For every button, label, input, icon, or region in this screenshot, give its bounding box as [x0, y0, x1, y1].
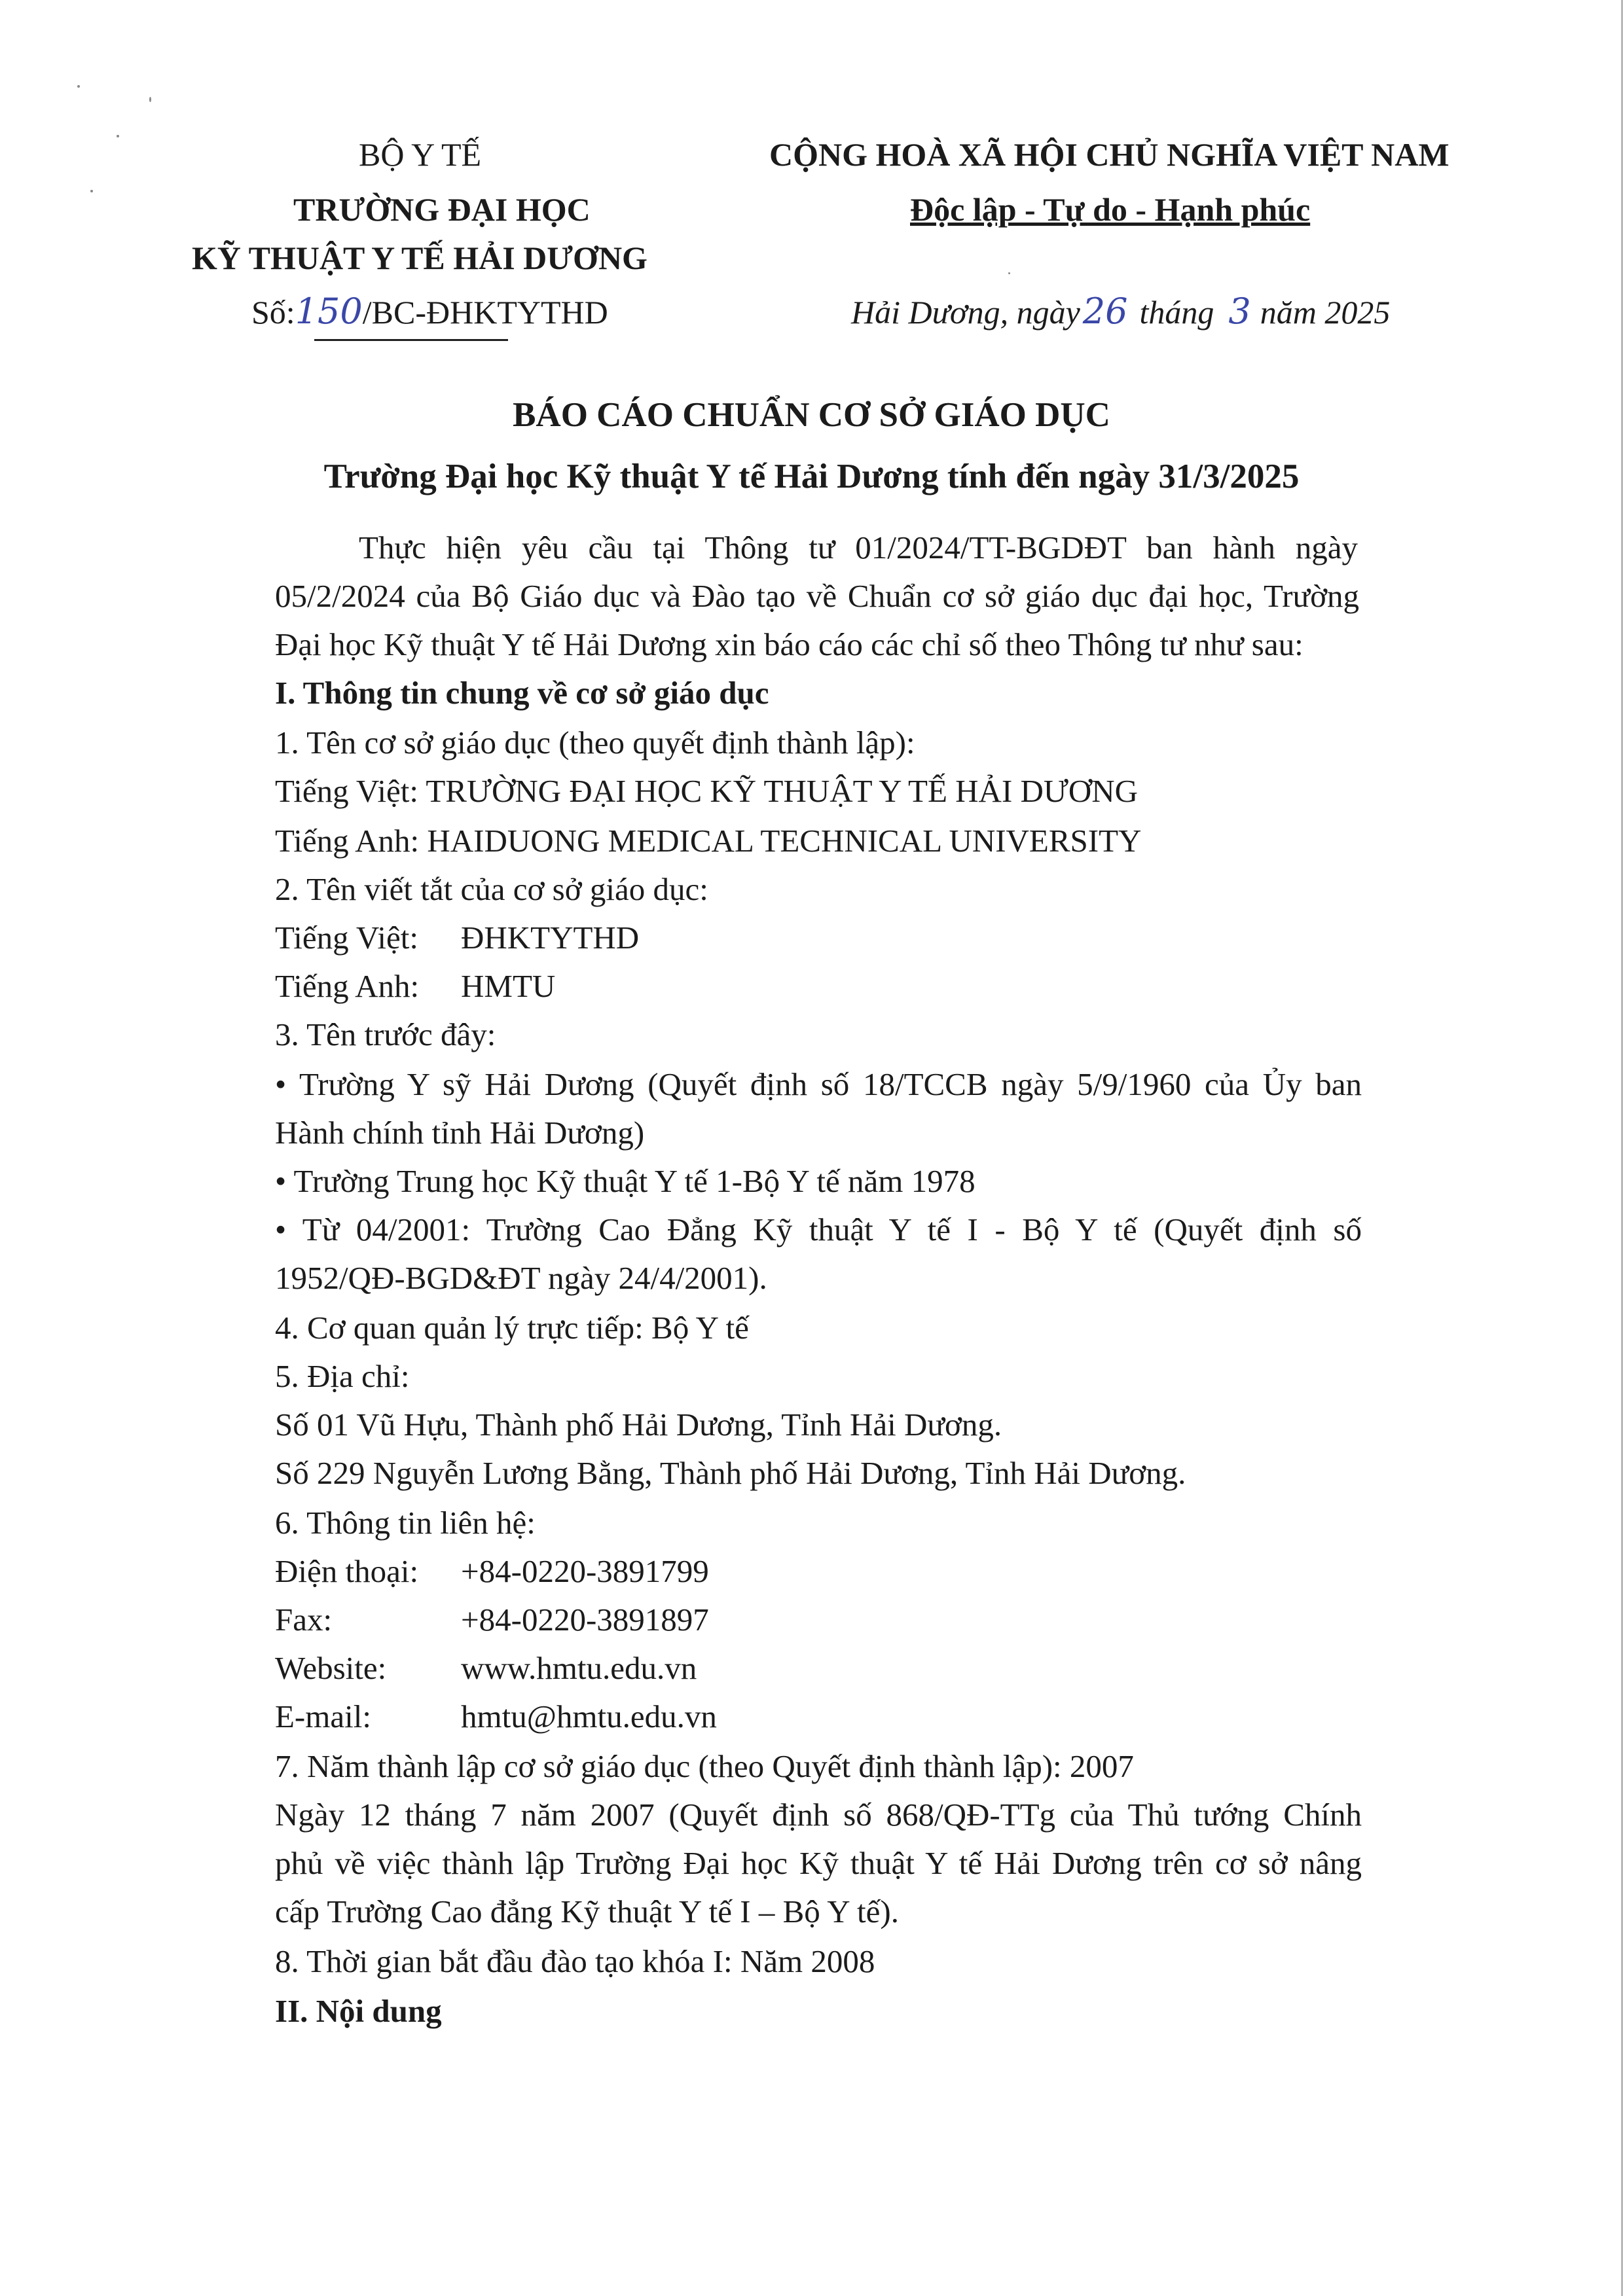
date-month-handwritten: 3 — [1228, 291, 1251, 332]
section1-heading: I. Thông tin chung về cơ sở giáo dục — [275, 675, 769, 711]
item3-bullet1-line2: Hành chính tỉnh Hải Dương) — [275, 1115, 645, 1151]
contact-value: +84-0220-3891799 — [461, 1553, 709, 1589]
contact-label: Điện thoại: — [275, 1553, 419, 1589]
date-month-label: tháng — [1139, 294, 1214, 331]
contact-fax — [275, 1601, 709, 1639]
item2-title: 2. Tên viết tắt của cơ sở giáo dục: — [275, 871, 708, 907]
date-day-handwritten: 26 — [1082, 291, 1128, 332]
abbr-vi-value: ĐHKTYTHD — [461, 920, 640, 956]
contact-value: hmtu@hmtu.edu.vn — [461, 1698, 717, 1734]
contact-label: Fax: — [275, 1602, 333, 1638]
scan-speck — [149, 97, 151, 102]
abbr-en-label: Tiếng Anh: — [275, 968, 420, 1004]
scan-speck — [117, 135, 119, 137]
contact-phone — [275, 1552, 709, 1590]
item8-training-start: 8. Thời gian bắt đầu đào tạo khóa I: Năm 2008 — [275, 1943, 875, 1979]
scan-speck — [90, 190, 93, 192]
doc-no-prefix: Số: — [251, 294, 295, 331]
contact-email — [275, 1698, 717, 1736]
item7-line2: phủ về việc thành lập Trường Đại học Kỹ thuật Y tế Hải Dương trên cơ sở nâng — [275, 1845, 1362, 1881]
abbr-en-value: HMTU — [461, 968, 556, 1004]
intro-line1: Thực hiện yêu cầu tại Thông tư 01/2024/TT-BGDĐT ban hành ngày — [359, 529, 1358, 565]
scan-speck — [1008, 272, 1010, 274]
item7-line1: Ngày 12 tháng 7 năm 2007 (Quyết định số 868/QĐ-TTg của Thủ tướng Chính — [275, 1797, 1362, 1833]
contact-label: E-mail: — [275, 1698, 371, 1734]
intro-line2: 05/2/2024 của Bộ Giáo dục và Đào tạo về Chuẩn cơ sở giáo dục đại học, Trường — [275, 578, 1359, 614]
item1-name-vietnamese: Tiếng Việt: TRƯỜNG ĐẠI HỌC KỸ THUẬT Y TẾ HẢI DƯƠNG — [275, 773, 1139, 809]
item4-managing-agency: 4. Cơ quan quản lý trực tiếp: Bộ Y tế — [275, 1310, 749, 1346]
ministry-name: BỘ Y TẾ — [359, 136, 482, 173]
doc-no-suffix: /BC-ĐHKTYTHD — [362, 294, 608, 331]
document-number — [251, 292, 608, 332]
date-year-label: năm 2025 — [1260, 294, 1391, 331]
item3-bullet1-line1: • Trường Y sỹ Hải Dương (Quyết định số 18/TCCB ngày 5/9/1960 của Ủy ban — [275, 1066, 1362, 1102]
contact-label: Website: — [275, 1650, 387, 1686]
school-name-line2: KỸ THUẬT Y TẾ HẢI DƯƠNG — [192, 240, 647, 276]
nation-title: CỘNG HOÀ XÃ HỘI CHỦ NGHĨA VIỆT NAM — [769, 136, 1450, 173]
item7-title: 7. Năm thành lập cơ sở giáo dục (theo Quyết định thành lập): 2007 — [275, 1748, 1134, 1784]
item3-title: 3. Tên trước đây: — [275, 1016, 496, 1052]
report-title: BÁO CÁO CHUẨN CƠ SỞ GIÁO DỤC — [513, 396, 1110, 434]
item1-name-english: Tiếng Anh: HAIDUONG MEDICAL TECHNICAL UNIVERSITY — [275, 823, 1142, 859]
intro-line3: Đại học Kỹ thuật Y tế Hải Dương xin báo cáo các chỉ số theo Thông tư như sau: — [275, 626, 1304, 662]
abbr-vi-label: Tiếng Việt: — [275, 920, 418, 956]
doc-no-handwritten: 150 — [295, 291, 363, 332]
item2-abbr-english — [275, 967, 555, 1005]
contact-value: +84-0220-3891897 — [461, 1602, 709, 1638]
report-subtitle: Trường Đại học Kỹ thuật Y tế Hải Dương tính đến ngày 31/3/2025 — [323, 457, 1300, 495]
item3-bullet3-line1: • Từ 04/2001: Trường Cao Đẳng Kỹ thuật Y tế I - Bộ Y tế (Quyết định số — [275, 1211, 1362, 1247]
document-date — [851, 292, 1390, 332]
contact-website — [275, 1649, 697, 1687]
item5-address1: Số 01 Vũ Hựu, Thành phố Hải Dương, Tỉnh Hải Dương. — [275, 1407, 1002, 1443]
school-name-line1: TRƯỜNG ĐẠI HỌC — [293, 191, 591, 228]
item7-line3: cấp Trường Cao đẳng Kỹ thuật Y tế I – Bộ Y tế). — [275, 1893, 899, 1929]
item2-abbr-vietnamese — [275, 919, 639, 957]
contact-value: www.hmtu.edu.vn — [461, 1650, 697, 1686]
item3-bullet3-line2: 1952/QĐ-BGD&ĐT ngày 24/4/2001). — [275, 1260, 767, 1296]
item5-title: 5. Địa chỉ: — [275, 1358, 410, 1394]
date-prefix: Hải Dương, ngày — [851, 294, 1080, 331]
scan-speck — [77, 85, 80, 88]
item5-address2: Số 229 Nguyễn Lương Bằng, Thành phố Hải Dương, Tỉnh Hải Dương. — [275, 1455, 1186, 1491]
item3-bullet2: • Trường Trung học Kỹ thuật Y tế 1-Bộ Y tế năm 1978 — [275, 1163, 976, 1199]
doc-number-underline — [314, 339, 508, 341]
national-motto: Độc lập - Tự do - Hạnh phúc — [910, 191, 1311, 228]
item1-title: 1. Tên cơ sở giáo dục (theo quyết định thành lập): — [275, 725, 915, 761]
section2-heading: II. Nội dung — [275, 1993, 442, 2029]
item6-title: 6. Thông tin liên hệ: — [275, 1505, 536, 1541]
